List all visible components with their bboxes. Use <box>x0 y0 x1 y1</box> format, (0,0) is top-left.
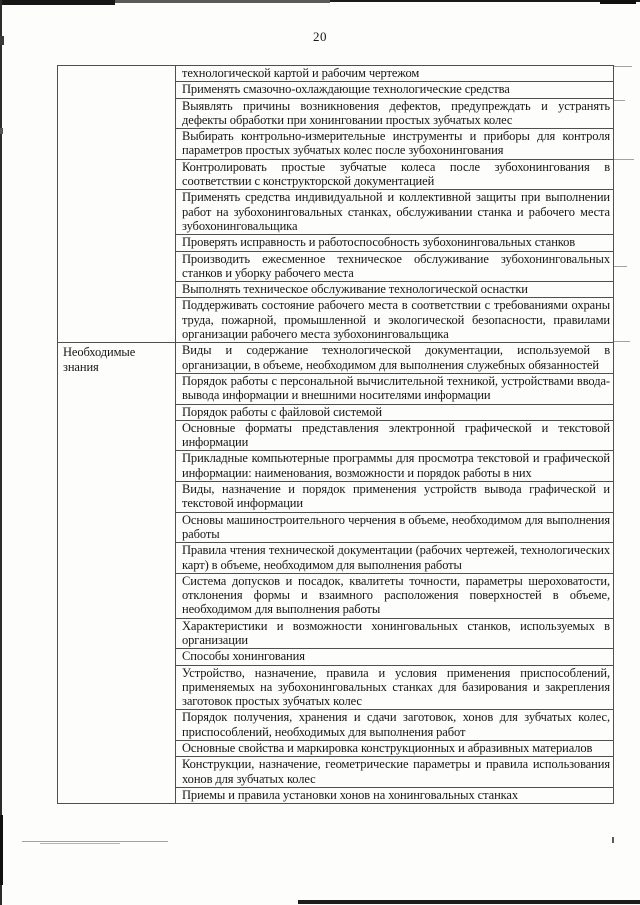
scan-artifact-top-edge <box>600 0 636 4</box>
scan-artifact-dash <box>614 100 625 101</box>
scan-artifact-top-edge <box>0 0 115 5</box>
scan-artifact-dash <box>613 341 630 342</box>
knowledge-item-cell: Система допусков и посадок, квалитеты точности, параметры шероховатости, отклонения формы и взаимного расположения поверхностей в объеме, необходимом для выполнения работы <box>176 573 614 618</box>
scan-artifact-left-edge <box>0 815 3 885</box>
knowledge-item-cell: Основы машиностроительного черчения в объеме, необходимом для выполнения работы <box>176 512 614 543</box>
knowledge-item-cell: Порядок работы с файловой системой <box>176 404 614 420</box>
skill-item-cell: Выявлять причины возникновения дефектов, предупреждать и устранять дефекты обработки при хонинговании простых зубчатых колес <box>176 98 614 129</box>
row-group-label-cell <box>58 66 176 343</box>
skill-item-cell: Производить ежесменное техническое обслуживание зубохонинговальных станков и уборку рабочего места <box>176 251 614 282</box>
skill-item-cell: Применять средства индивидуальной и коллективной защиты при выполнении работ на зубохонинговальных станках, обслуживании станка и рабочего места зубохонинговальщика <box>176 190 614 235</box>
row-group-label-cell <box>58 343 176 804</box>
scan-artifact-left-edge <box>0 128 3 134</box>
scan-artifact-top-edge <box>330 0 640 2</box>
knowledge-item-cell: Правила чтения технической документации (рабочих чертежей, технологических карт) в объеме, необходимом для выполнения работы <box>176 543 614 574</box>
skill-item-cell: Контролировать простые зубчатые колеса после зубохонингования в соответствии с конструкторской документацией <box>176 159 614 190</box>
scan-artifact-top-edge <box>115 0 330 3</box>
skill-item-cell: Поддерживать состояние рабочего места в соответствии с требованиями охраны труда, пожарной, промышленной и экологической безопасности, правилами организации рабочего места зубохонинговальщика <box>176 298 614 343</box>
scan-artifact-bottom-line <box>298 900 640 904</box>
scan-artifact-dash <box>613 266 627 267</box>
requirements-table <box>57 65 614 804</box>
scan-artifact-border-tick <box>612 837 614 843</box>
knowledge-item-cell: Прикладные компьютерные программы для просмотра текстовой и графической информации: наименования, возможности и порядок работы в них <box>176 451 614 482</box>
row-group-label: Необходимые знания <box>63 345 136 374</box>
knowledge-item-cell: Способы хонингования <box>176 649 614 665</box>
scan-artifact-left-edge <box>0 0 2 905</box>
table-row <box>58 66 614 82</box>
scan-artifact-dash <box>40 843 120 844</box>
skill-item-cell: Проверять исправность и работоспособность зубохонинговальных станков <box>176 235 614 251</box>
skill-item-cell: технологической картой и рабочим чертежом <box>176 66 614 82</box>
knowledge-item-cell: Основные форматы представления электронной графической и текстовой информации <box>176 420 614 451</box>
skill-item-cell: Выполнять техническое обслуживание технологической оснастки <box>176 282 614 298</box>
scan-artifact-dash <box>22 841 168 842</box>
knowledge-item-cell: Виды и содержание технологической документации, используемой в организации, в объеме, необходимом для выполнения служебных обязанностей <box>176 343 614 374</box>
page-number: 20 <box>313 29 327 44</box>
knowledge-item-cell: Конструкции, назначение, геометрические параметры и правила использования хонов для зубчатых колес <box>176 757 614 788</box>
table-row <box>58 343 614 374</box>
scan-artifact-dash <box>614 66 632 67</box>
knowledge-item-cell: Характеристики и возможности хонинговальных станков, используемых в организации <box>176 618 614 649</box>
knowledge-item-cell: Устройство, назначение, правила и условия применения приспособлений, применяемых на зубохонинговальных станках для базирования и закрепления заготовок простых зубчатых колес <box>176 665 614 710</box>
table-body <box>58 66 614 804</box>
skill-item-cell: Применять смазочно-охлаждающие технологические средства <box>176 82 614 98</box>
knowledge-item-cell: Виды, назначение и порядок применения устройств вывода графической и текстовой информации <box>176 482 614 513</box>
knowledge-item-cell: Порядок работы с персональной вычислительной техникой, устройствами ввода-вывода информации и внешними носителями информации <box>176 373 614 404</box>
skill-item-cell: Выбирать контрольно-измерительные инструменты и приборы для контроля параметров простых зубчатых колес после зубохонингования <box>176 129 614 160</box>
knowledge-item-cell: Порядок получения, хранения и сдачи заготовок, хонов для зубчатых колес, приспособлений, необходимых для выполнения работ <box>176 710 614 741</box>
scan-artifact-dash <box>613 159 634 160</box>
knowledge-item-cell: Основные свойства и маркировка конструкционных и абразивных материалов <box>176 741 614 757</box>
knowledge-item-cell: Приемы и правила установки хонов на хонинговальных станках <box>176 787 614 803</box>
